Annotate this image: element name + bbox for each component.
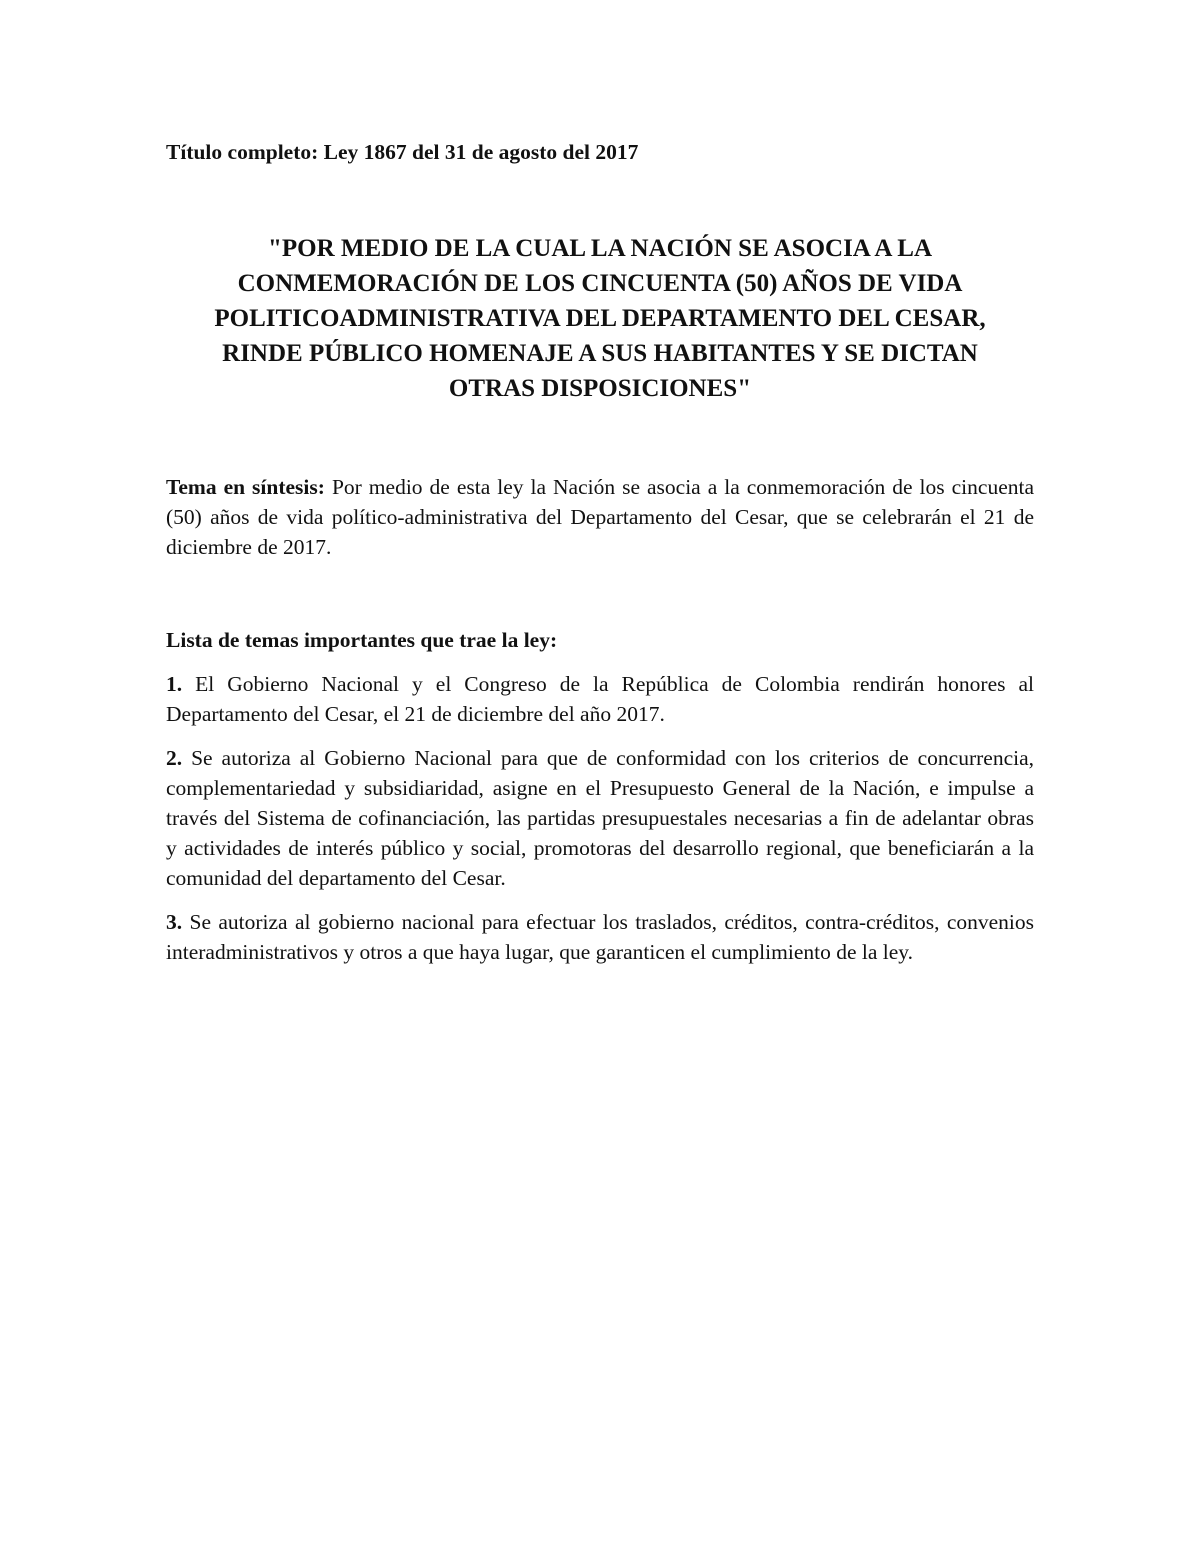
list-item-number: 1. xyxy=(166,672,183,696)
summary-label: Tema en síntesis: xyxy=(166,475,325,499)
list-item xyxy=(166,669,1034,729)
list-item xyxy=(166,743,1034,893)
document-body xyxy=(166,136,1034,967)
list-item-text: Se autoriza al gobierno nacional para efectuar los traslados, créditos, contra-créditos, convenios interadministrativos y otros a que haya lugar, que garanticen el cumplimiento de la ley. xyxy=(166,910,1035,964)
law-title-line: POLITICOADMINISTRATIVA DEL DEPARTAMENTO DEL CESAR, xyxy=(214,305,986,332)
law-title-line: RINDE PÚBLICO HOMENAJE A SUS HABITANTES Y SE DICTAN xyxy=(222,340,978,367)
list-item-number: 3. xyxy=(166,910,183,934)
law-title-line: "POR MEDIO DE LA CUAL LA NACIÓN SE ASOCIA A LA xyxy=(267,235,932,262)
law-title-line: OTRAS DISPOSICIONES" xyxy=(448,375,752,402)
list-heading: Lista de temas importantes que trae la ley: xyxy=(166,628,558,652)
list-item-text: El Gobierno Nacional y el Congreso de la República de Colombia rendirán honores al Departamento del Cesar, el 21 de diciembre del año 2017. xyxy=(166,672,1034,726)
list-item-text: Se autoriza al Gobierno Nacional para que de conformidad con los criterios de concurrencia, complementariedad y subsidiaridad, asigne en el Presupuesto General de la Nación, e impulse a través del Sistema de cofinanciación, las partidas presupuestales necesarias a fin de adelantar obras y actividades de interés público y social, promotoras del desarrollo regional, que beneficiarán a la comunidad del departamento del Cesar. xyxy=(166,746,1034,890)
document-heading: Título completo: Ley 1867 del 31 de agosto del 2017 xyxy=(166,140,639,164)
list-item xyxy=(166,907,1034,967)
law-title xyxy=(166,231,1034,406)
summary-paragraph xyxy=(166,472,1034,562)
law-title-line: CONMEMORACIÓN DE LOS CINCUENTA (50) AÑOS DE VIDA xyxy=(237,270,963,297)
summary-text: Por medio de esta ley la Nación se asocia a la conmemoración de los cincuenta (50) años de vida político-administrativa del Departamento del Cesar, que se celebrarán el 21 de diciembre de 2017. xyxy=(166,475,1035,559)
list-item-number: 2. xyxy=(166,746,183,770)
